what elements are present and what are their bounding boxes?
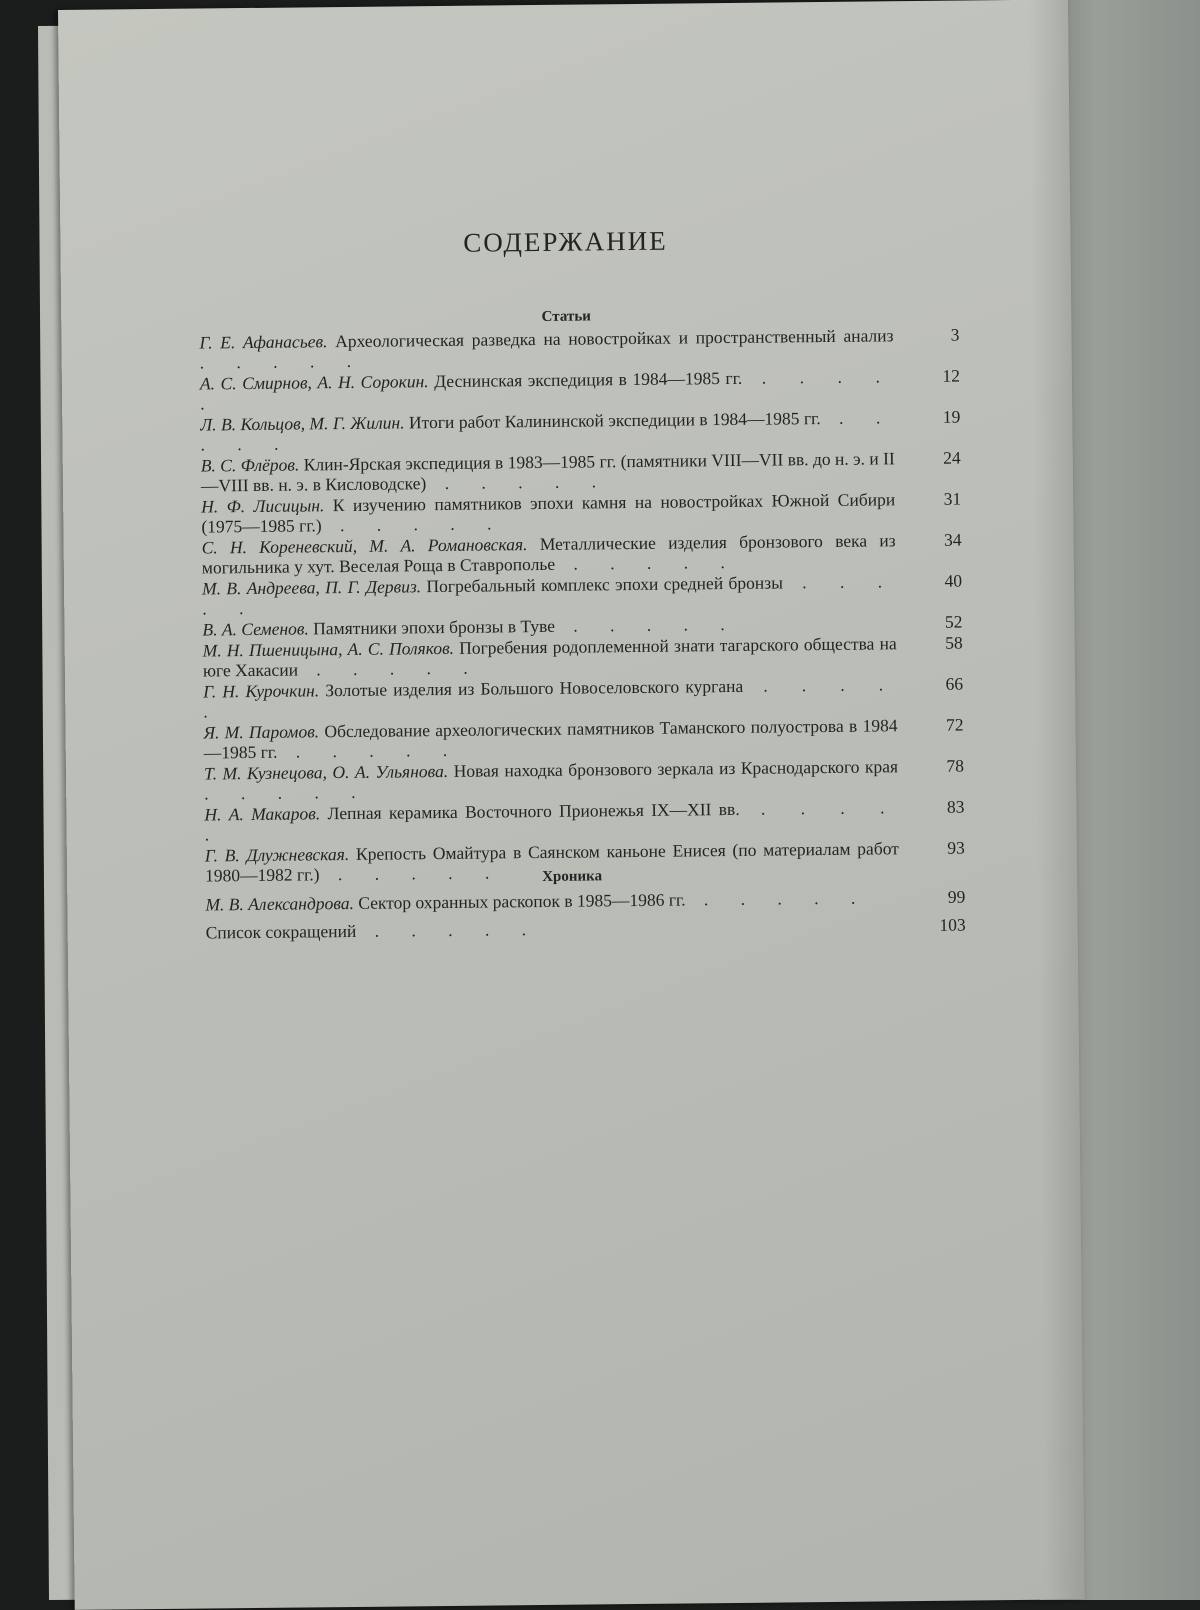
toc-entry-page-number: 12 — [942, 365, 960, 386]
toc-entry-author: А. С. Смирнов, А. Н. Сорокин. — [199, 371, 429, 394]
toc-entry-title: Крепость Омайтура в Саянском каньоне Енисея (по материалам работ 1980—1982 гг.) — [204, 838, 899, 886]
toc-entry — [203, 715, 963, 763]
toc-entry-title: Погребальный комплекс эпохи средней бронзы — [426, 572, 783, 597]
book-page — [58, 0, 1085, 1610]
section-heading-chronicle: Хроника — [542, 868, 603, 885]
toc-entry-page-number: 83 — [946, 796, 965, 817]
toc-entry-page-number: 31 — [943, 488, 962, 509]
toc-entry — [200, 366, 960, 414]
leader-dots: . . . . . — [685, 887, 870, 910]
toc-entry-title: Клин-Ярская экспедиция в 1983—1985 гг. (памятники VIII—VII вв. до н. э. и II—VIII вв. н. э. в Кисловодске) — [200, 448, 895, 496]
toc-entry — [202, 530, 962, 578]
toc-entry — [204, 797, 964, 845]
toc-chronicle-list — [205, 887, 966, 951]
toc-entry-author: С. Н. Кореневский, М. А. Романовская. — [201, 534, 528, 558]
toc-entry-page-number: 93 — [947, 837, 965, 858]
toc-entry-page-number: 99 — [947, 886, 966, 907]
toc-entry-author: М. В. Андреева, П. Г. Дервиз. — [201, 576, 422, 599]
toc-entry-page-number: 58 — [945, 632, 963, 653]
toc-entry-author: Н. А. Макаров. — [204, 803, 321, 825]
toc-entry-title: К изучению памятников эпохи камня на новостройках Южной Сибири (1975—1985 гг.) — [201, 489, 896, 537]
toc-entry-page-number: 52 — [944, 611, 963, 632]
toc-entry-author: Г. Е. Афанасьев. — [199, 331, 328, 353]
toc-entry — [199, 325, 959, 373]
toc-entry-page-number: 66 — [945, 673, 964, 694]
toc-entry-author: Я. М. Паромов. — [203, 721, 320, 743]
leader-dots: . . . . . — [204, 797, 899, 845]
toc-entry-author: В. С. Флёров. — [200, 454, 300, 476]
toc-entry-title: Металлические изделия бронзового века из могильника у хут. Веселая Роща в Ставрополье — [201, 530, 896, 578]
page-title: СОДЕРЖАНИЕ — [463, 225, 668, 258]
leader-dots: . . . . . — [204, 781, 370, 804]
toc-entry-title: Лепная керамика Восточного Прионежья IX—XII вв. — [327, 798, 740, 824]
toc-entry — [203, 633, 963, 681]
toc-entry-author: В. А. Семенов. — [202, 618, 309, 640]
toc-entry-author: Н. Ф. Лисицын. — [201, 495, 325, 517]
toc-entry — [204, 756, 964, 804]
toc-entry-page-number: 72 — [945, 714, 964, 735]
leader-dots: . . . . . — [203, 674, 898, 722]
toc-entry-author: М. Н. Пшеницына, А. С. Поляков. — [202, 637, 455, 661]
leader-dots: . . . . . — [356, 919, 541, 941]
toc-entry-page-number: 78 — [946, 755, 965, 776]
toc-entry-page-number: 34 — [943, 529, 962, 550]
toc-entry-title: Обследование археологических памятников Таманского полуострова в 1984—1985 гг. — [203, 715, 898, 763]
toc-entry-title: Археологическая разведка на новостройках и пространственный анализ — [335, 325, 894, 352]
leader-dots: . . . . . — [319, 862, 504, 885]
toc-entry — [201, 489, 961, 537]
toc-entry-title: Золотые изделия из Большого Новоселовского кургана — [325, 675, 744, 701]
toc-entry-author: Г. В. Длужневская. — [204, 843, 350, 866]
toc-entry-page-number: 24 — [943, 447, 961, 468]
section-heading-articles: Статьи — [541, 308, 591, 325]
toc-entry-author: М. В. Александрова. — [205, 892, 354, 915]
toc-entry-title: Сектор охранных раскопок в 1985—1986 гг. — [358, 889, 686, 913]
toc-entry-title: Новая находка бронзового зеркала из Краснодарского края — [453, 756, 899, 781]
toc-entry — [202, 571, 962, 619]
toc-entry-title: Итоги работ Калининской экспедиции в 1984—1985 гг. — [408, 408, 821, 433]
toc-articles-list — [199, 325, 965, 887]
toc-entry-author: Л. В. Кольцов, М. Г. Жилин. — [200, 412, 405, 435]
toc-entry-page-number: 103 — [939, 914, 966, 935]
leader-dots: . . . . . — [199, 350, 366, 373]
toc-entry-title: Деснинская экспедиция в 1984—1985 гг. — [434, 367, 743, 392]
toc-entry-author: Т. М. Кузнецова, О. А. Ульянова. — [203, 760, 449, 784]
leader-dots: . . . . . — [554, 613, 739, 636]
toc-entry-page-number: 40 — [944, 570, 963, 591]
toc-entry — [206, 915, 966, 943]
toc-entry — [200, 407, 960, 455]
leader-dots: . . . . . — [200, 366, 895, 414]
toc-entry-page-number: 19 — [942, 406, 961, 427]
leader-dots: . . . . . — [202, 571, 897, 619]
toc-entry-title: Памятники эпохи бронзы в Туве — [313, 615, 556, 639]
toc-entry — [201, 448, 961, 496]
leader-dots: . . . . . — [321, 513, 506, 536]
toc-entry-title: Погребения родоплеменной знати тагарского общества на юге Хакасии — [202, 633, 897, 681]
leader-dots: . . . . . — [200, 407, 895, 455]
toc-entry-title: Список сокращений — [205, 920, 357, 943]
toc-entry-page-number: 3 — [950, 324, 960, 345]
toc-entry — [205, 887, 965, 915]
leader-dots: . . . . . — [297, 657, 482, 680]
toc-entry-author: Г. Н. Курочкин. — [203, 680, 320, 702]
leader-dots: . . . . . — [277, 739, 462, 762]
leader-dots: . . . . . — [426, 471, 611, 494]
leader-dots: . . . . . — [555, 551, 739, 574]
toc-entry — [203, 674, 963, 722]
